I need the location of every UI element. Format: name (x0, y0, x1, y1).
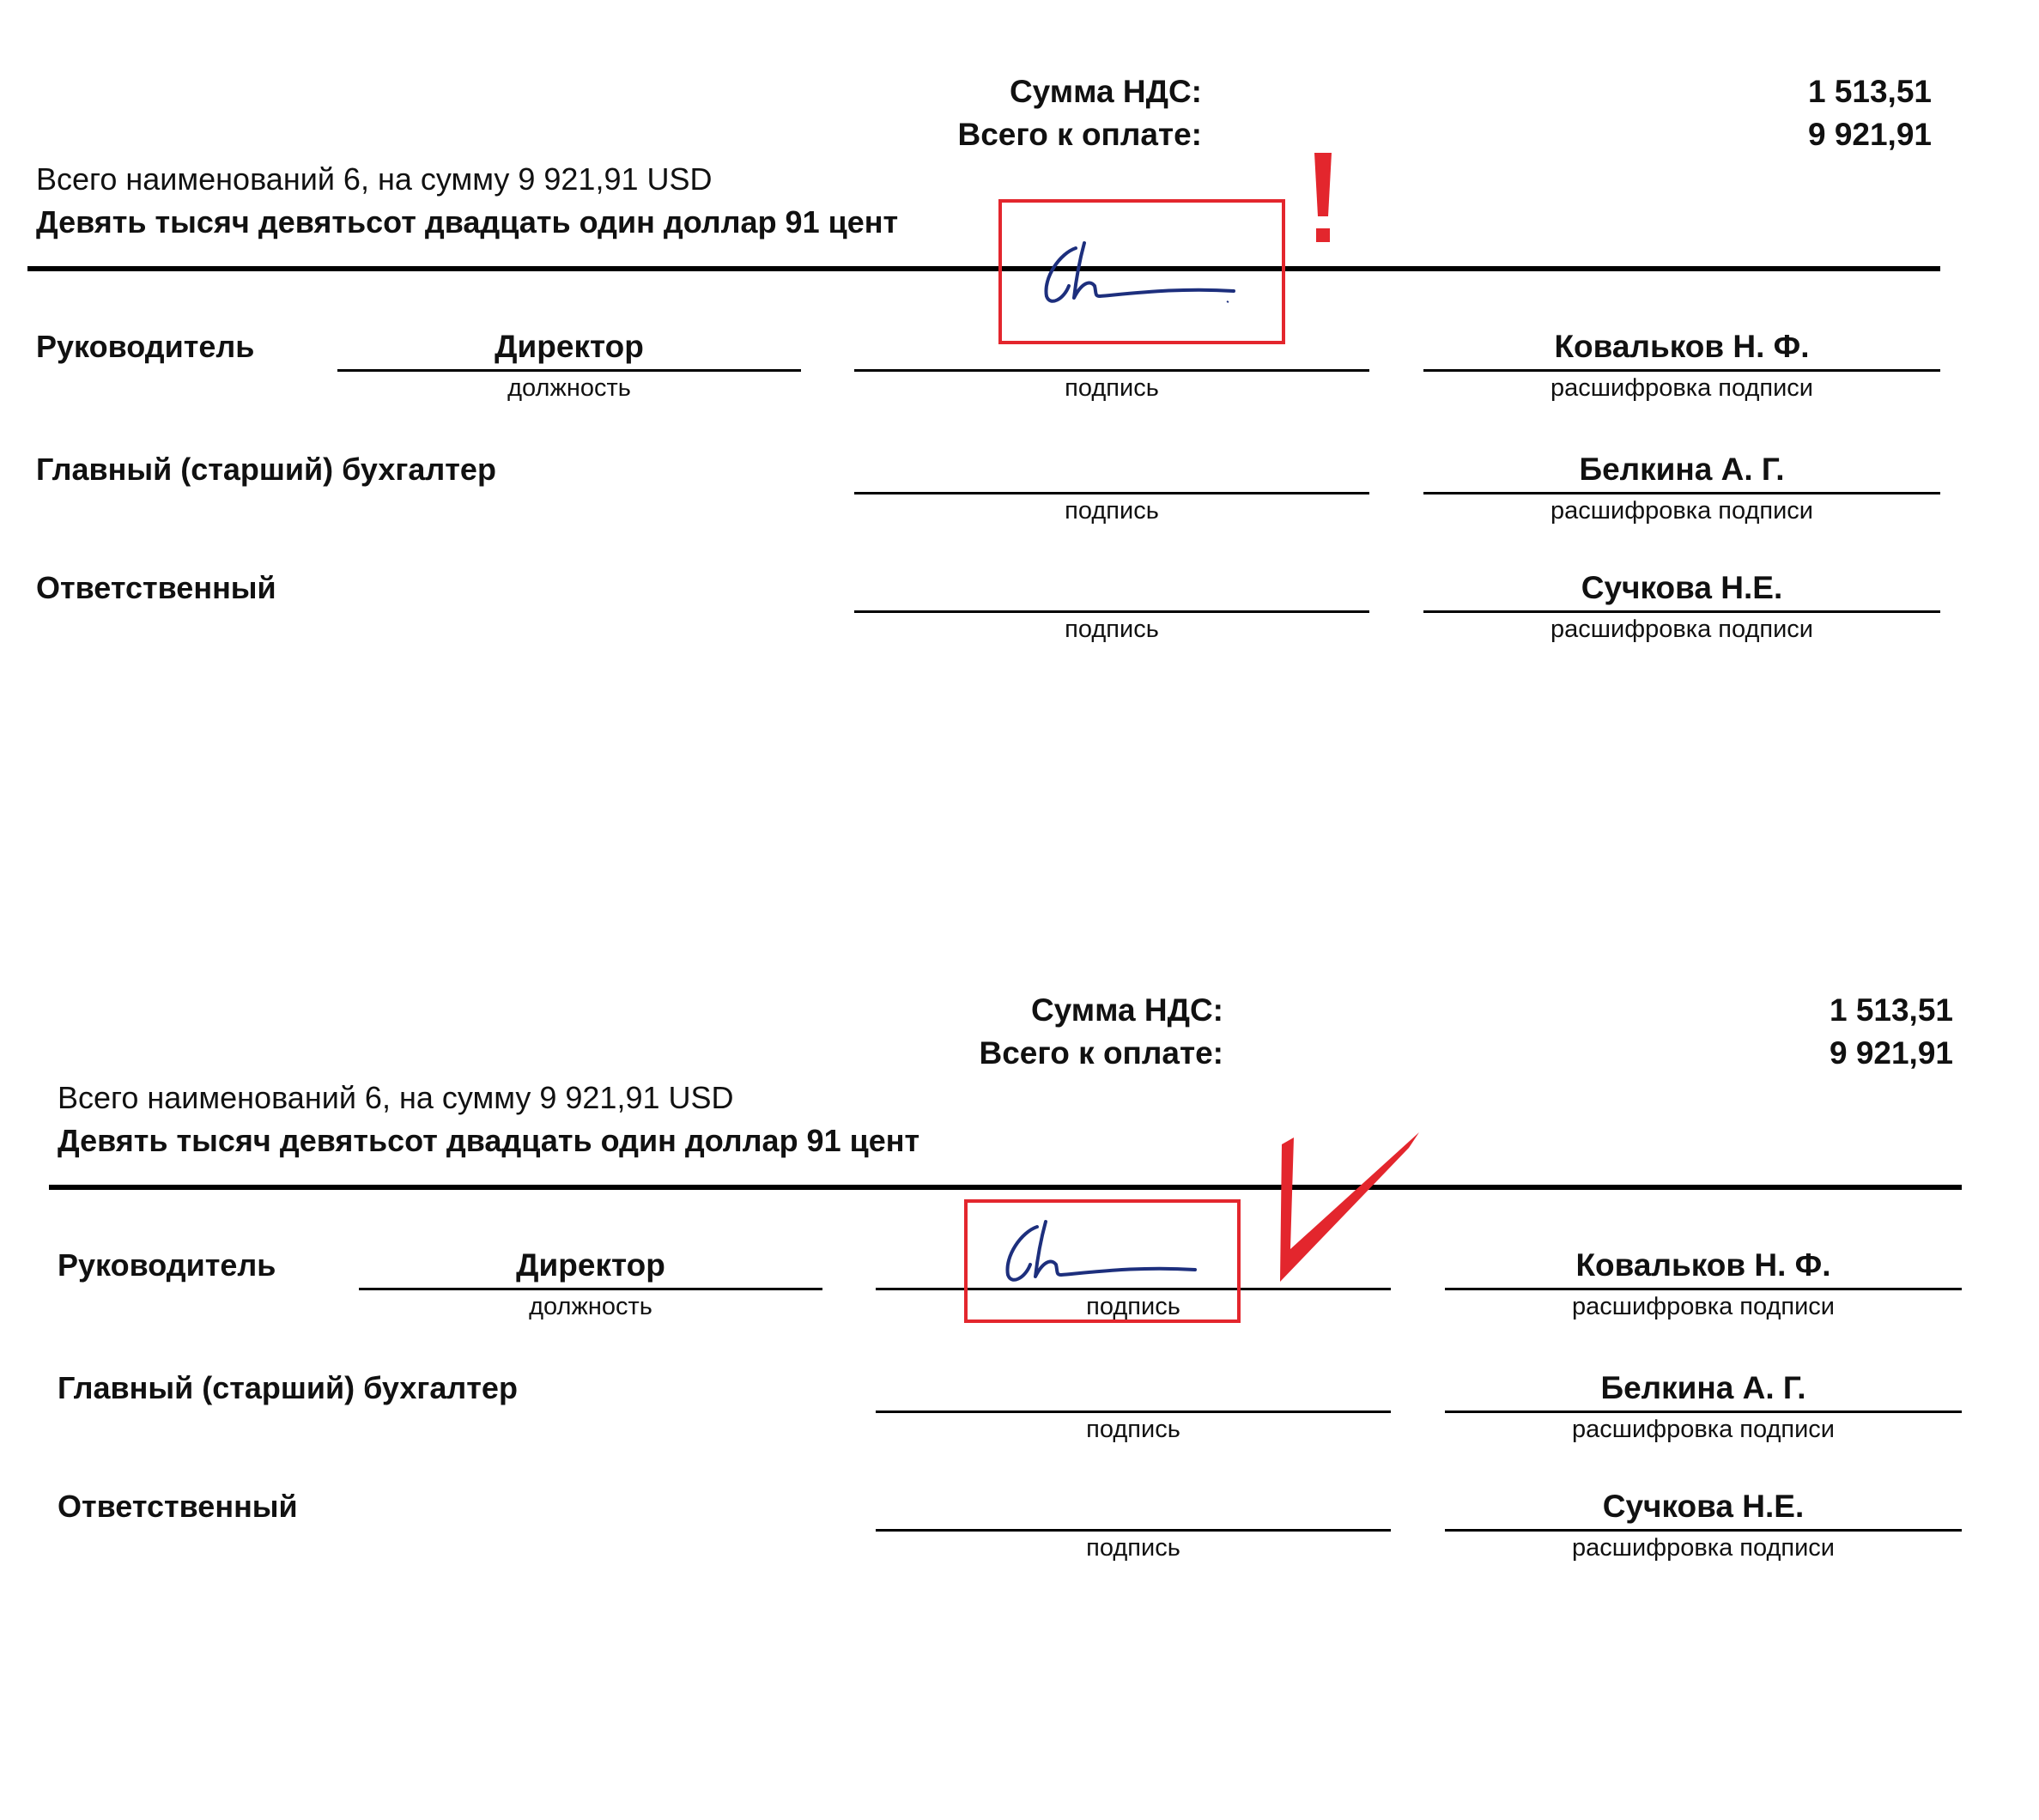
name-value: Ковальков Н. Ф. (1575, 1247, 1831, 1283)
name-line (1423, 492, 1940, 494)
vat-value: 1 513,51 (1829, 992, 1953, 1028)
checkmark-icon (1258, 1129, 1429, 1292)
signature-caption: подпись (1086, 1416, 1180, 1443)
signature-caption: подпись (1086, 1534, 1180, 1562)
amount-in-words: Девять тысяч девятьсот двадцать один доллар 91 цент (36, 204, 899, 240)
cropped-table-row (1116, 48, 2039, 60)
name-line (1445, 1410, 1962, 1413)
total-value: 9 921,91 (1807, 117, 1932, 152)
signature-line (854, 369, 1369, 372)
name-line (1423, 369, 1940, 372)
vat-value: 1 513,51 (1807, 74, 1932, 109)
total-label: Всего к оплате: (957, 117, 1202, 152)
items-summary: Всего наименований 6, на сумму 9 921,91 USD (36, 161, 713, 197)
name-value: Ковальков Н. Ф. (1554, 329, 1810, 364)
exclamation-icon (1306, 149, 1340, 252)
name-caption: расшифровка подписи (1572, 1534, 1835, 1562)
name-caption: расшифровка подписи (1572, 1416, 1835, 1443)
position-value: Директор (495, 329, 644, 364)
name-value: Сучкова Н.Е. (1602, 1489, 1805, 1524)
position-line (337, 369, 801, 372)
divider-line (27, 266, 1940, 271)
name-caption: расшифровка подписи (1550, 497, 1813, 525)
signature-line (876, 1410, 1391, 1413)
signature-line (854, 610, 1369, 613)
name-line (1445, 1288, 1962, 1290)
name-value: Белкина А. Г. (1600, 1370, 1806, 1405)
signature-highlight-box (998, 199, 1285, 344)
name-line (1423, 610, 1940, 613)
cropped-table-row (1138, 967, 2039, 979)
name-value: Белкина А. Г. (1579, 452, 1785, 487)
signature-line (854, 492, 1369, 494)
position-caption: должность (529, 1293, 652, 1320)
signature-caption: подпись (1065, 616, 1159, 643)
divider-line (49, 1185, 1962, 1190)
name-caption: расшифровка подписи (1572, 1293, 1835, 1320)
position-value: Директор (516, 1247, 665, 1283)
role-label-head: Руководитель (36, 329, 255, 364)
signature-line (876, 1529, 1391, 1532)
position-caption: должность (507, 374, 631, 402)
name-caption: расшифровка подписи (1550, 374, 1813, 402)
position-line (359, 1288, 822, 1290)
role-label-responsible: Ответственный (36, 570, 276, 605)
total-value: 9 921,91 (1829, 1035, 1953, 1071)
signature-caption: подпись (1065, 374, 1159, 402)
role-label-responsible: Ответственный (58, 1489, 298, 1524)
items-summary: Всего наименований 6, на сумму 9 921,91 USD (58, 1080, 734, 1115)
document-panel-incorrect (0, 0, 2039, 901)
name-line (1445, 1529, 1962, 1532)
total-label: Всего к оплате: (979, 1035, 1223, 1071)
name-caption: расшифровка подписи (1550, 616, 1813, 643)
signature-caption: подпись (1086, 1293, 1180, 1320)
vat-label: Сумма НДС: (1030, 992, 1223, 1028)
role-label-accountant: Главный (старший) бухгалтер (58, 1370, 518, 1405)
amount-in-words: Девять тысяч девятьсот двадцать один доллар 91 цент (58, 1123, 920, 1158)
document-panel-correct (21, 919, 2039, 1820)
role-label-accountant: Главный (старший) бухгалтер (36, 452, 496, 487)
signature-caption: подпись (1065, 497, 1159, 525)
signature-highlight-box (964, 1199, 1241, 1323)
vat-label: Сумма НДС: (1009, 74, 1202, 109)
role-label-head: Руководитель (58, 1247, 276, 1283)
name-value: Сучкова Н.Е. (1581, 570, 1783, 605)
